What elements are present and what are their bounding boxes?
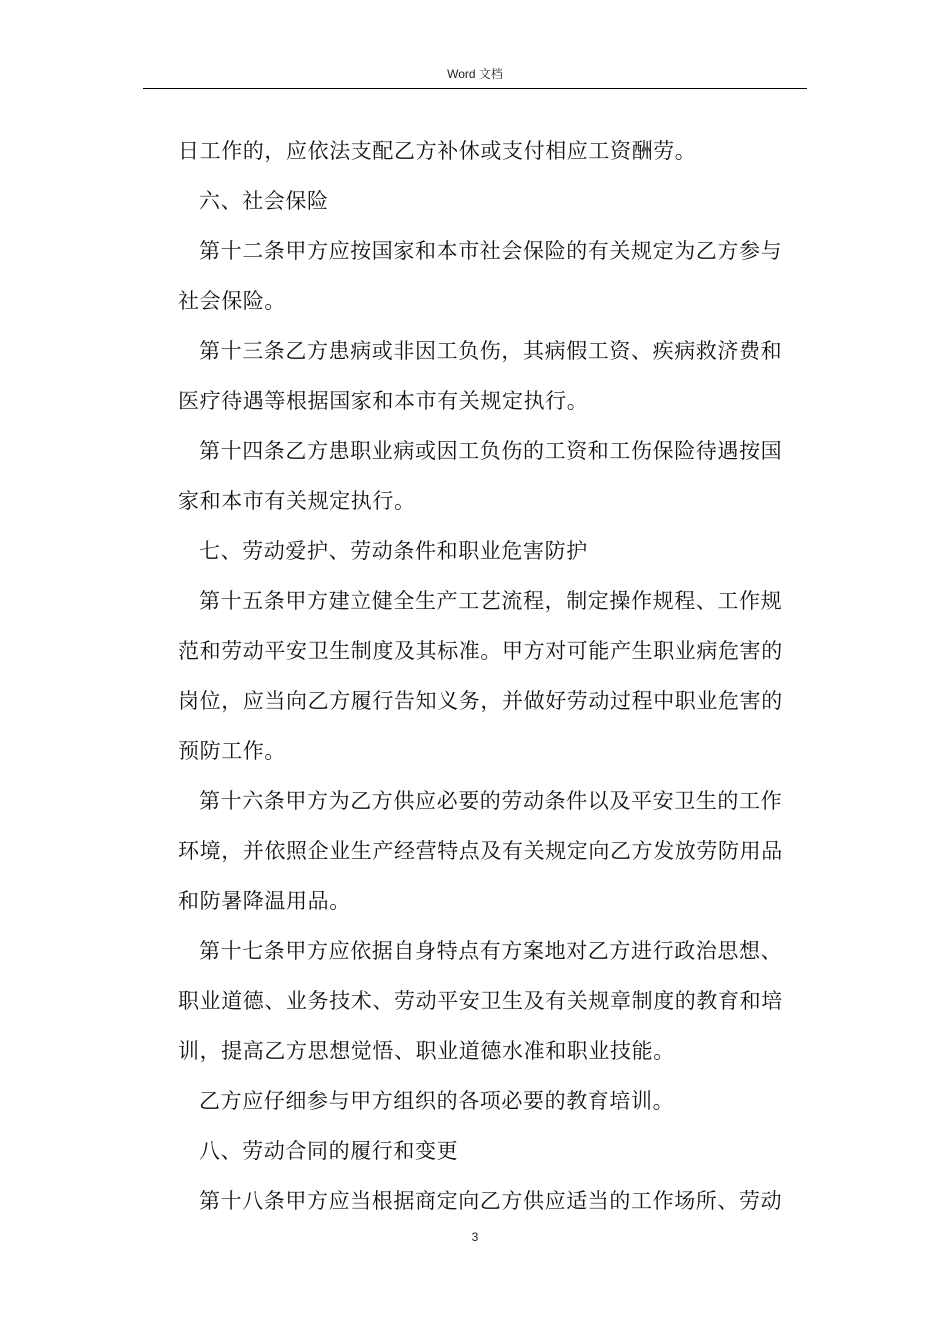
text-line: 预防工作。 — [178, 739, 286, 763]
text-line: 八、劳动合同的履行和变更 — [199, 1139, 459, 1163]
text-line: 和防暑降温用品。 — [178, 889, 351, 913]
text-line: 环境，并依照企业生产经营特点及有关规定向乙方发放劳防用品 — [178, 839, 783, 863]
text-line: 范和劳动平安卫生制度及其标准。甲方对可能产生职业病危害的 — [178, 639, 783, 663]
text-line: 职业道德、业务技术、劳动平安卫生及有关规章制度的教育和培 — [178, 989, 783, 1013]
document-body — [178, 126, 806, 1226]
text-line: 医疗待遇等根据国家和本市有关规定执行。 — [178, 389, 589, 413]
text-line: 第十六条甲方为乙方供应必要的劳动条件以及平安卫生的工作 — [199, 789, 783, 813]
text-line: 第十四条乙方患职业病或因工负伤的工资和工伤保险待遇按国 — [199, 439, 783, 463]
text-line: 日工作的，应依法支配乙方补休或支付相应工资酬劳。 — [178, 139, 697, 163]
text-line: 第十五条甲方建立健全生产工艺流程，制定操作规程、工作规 — [199, 589, 783, 613]
text-line: 第十八条甲方应当根据商定向乙方供应适当的工作场所、劳动 — [199, 1189, 783, 1213]
text-line: 乙方应仔细参与甲方组织的各项必要的教育培训。 — [199, 1089, 675, 1113]
text-line: 训，提高乙方思想觉悟、职业道德水准和职业技能。 — [178, 1039, 675, 1063]
text-line: 第十三条乙方患病或非因工负伤，其病假工资、疾病救济费和 — [199, 339, 783, 363]
header-divider — [143, 88, 807, 89]
text-line: 岗位，应当向乙方履行告知义务，并做好劳动过程中职业危害的 — [178, 689, 783, 713]
text-line: 六、社会保险 — [199, 189, 329, 213]
text-line: 社会保险。 — [178, 289, 286, 313]
page-number: 3 — [471, 1230, 479, 1244]
text-line: 第十二条甲方应按国家和本市社会保险的有关规定为乙方参与 — [199, 239, 783, 263]
page-header: Word 文档 — [447, 67, 503, 81]
text-line: 家和本市有关规定执行。 — [178, 489, 416, 513]
text-line: 七、劳动爱护、劳动条件和职业危害防护 — [199, 539, 588, 563]
text-line: 第十七条甲方应依据自身特点有方案地对乙方进行政治思想、 — [199, 939, 783, 963]
